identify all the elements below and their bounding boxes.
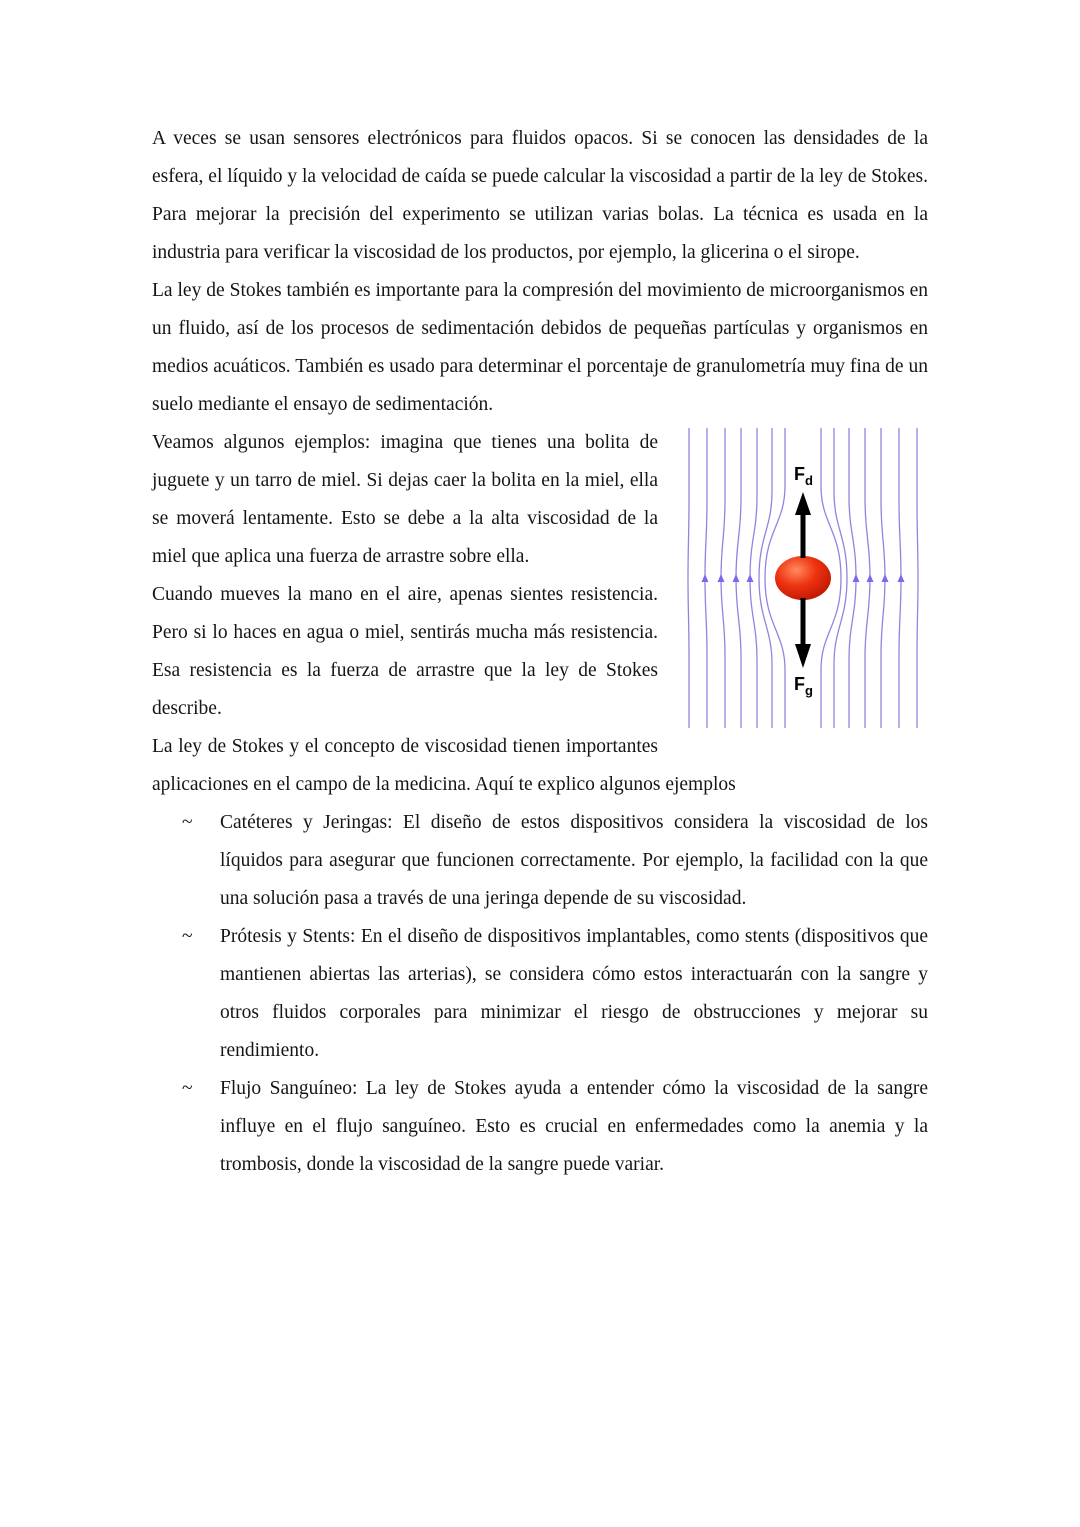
paragraph-microorganisms: La ley de Stokes también es importante para la compresión del movimiento de microorganismos en un fluido, así de los procesos de sedimentación debidos de pequeñas partículas y organismos en medios acuáticos. También es usado para determinar el porcentaje de granulometría muy fina de un suelo mediante el ensayo de sedimentación. [152,280,928,415]
tilde-bullet: ~ [182,926,193,947]
gravity-force-label: $F_g$ [794,674,813,698]
list-item-text: Prótesis y Stents: En el diseño de dispositivos implantables, como stents (dispositivos que mantienen abiertas las arterias), se considera cómo estos interactuarán con la sangre y otros fluidos corporales para minimizar el riesgo de obstrucciones y mejorar su rendimiento. [220,926,928,1061]
drag-force-label: $F_d$ [794,464,813,488]
drag-force-arrow [795,492,811,558]
paragraph-sensors: A veces se usan sensores electrónicos para fluidos opacos. Si se conocen las densidades de la esfera, el líquido y la velocidad de caída se puede calcular la viscosidad a partir de la ley de Stokes. Para mejorar la precisión del experimento se utilizan varias bolas. La técnica es usada en la industria para verificar la viscosidad de los productos, por ejemplo, la glicerina o el sirope. [152,128,928,263]
stokes-flow-figure [678,428,928,728]
applications-list [152,804,928,1184]
sphere [775,556,831,600]
paragraph-hand-resistance: Cuando mueves la mano en el aire, apenas sientes resistencia. Pero si lo haces en agua o miel, sentirás mucha más resistencia. Esa resistencia es la fuerza de arrastre que la ley de Stokes describe. [152,584,658,719]
paragraph-honey-example: Veamos algunos ejemplos: imagina que tienes una bolita de juguete y un tarro de miel. Si dejas caer la bolita en la miel, ella se moverá lentamente. Esto se debe a la alta viscosidad de la miel que aplica una fuerza de arrastre sobre ella. [152,432,658,567]
list-item-text: Catéteres y Jeringas: El diseño de estos dispositivos considera la viscosidad de los líquidos para asegurar que funcionen correctamente. Por ejemplo, la facilidad con la que una solución pasa a través de una jeringa depende de su viscosidad. [220,812,928,909]
list-item-text: Flujo Sanguíneo: La ley de Stokes ayuda a entender cómo la viscosidad de la sangre influye en el flujo sanguíneo. Esto es crucial en enfermedades como la anemia y la trombosis, donde la viscosidad de la sangre puede variar. [220,1078,928,1175]
paragraph-medicine-intro: La ley de Stokes y el concepto de viscosidad tienen importantes aplicaciones en el campo de la medicina. Aquí te explico algunos ejemplos [152,736,736,795]
gravity-force-arrow [795,598,811,668]
list-item-catheters [152,804,928,918]
tilde-bullet: ~ [182,1078,193,1099]
list-item-prosthetics [152,918,928,1070]
tilde-bullet: ~ [182,812,193,833]
stokes-flow-diagram [678,428,928,728]
list-item-blood-flow [152,1070,928,1184]
